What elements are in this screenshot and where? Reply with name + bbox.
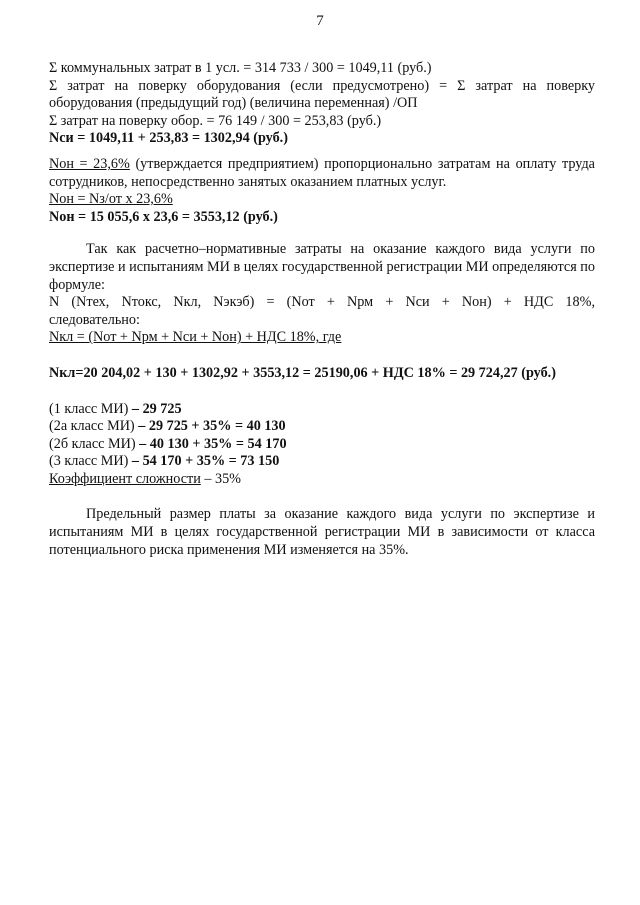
consequently-label: следовательно: bbox=[49, 311, 140, 328]
class-label: (2б класс МИ) bbox=[49, 435, 136, 452]
conclusion-paragraph: Предельный размер платы за оказание каждого вида услуги по экспертизе и испытаниям МИ в целях государственной регистрации МИ в зависимости от класса потенциального риска применения МИ изменяется на 35%. bbox=[49, 506, 595, 558]
coefficient-value: – 35% bbox=[200, 470, 241, 487]
class-value: – 54 170 + 35% = 73 150 bbox=[128, 453, 280, 470]
class-value: – 40 130 + 35% = 54 170 bbox=[135, 435, 287, 452]
non-result: Nон = 15 055,6 х 23,6 = 3553,12 (руб.) bbox=[49, 208, 278, 225]
class-label: (3 класс МИ) bbox=[49, 453, 129, 470]
spacer bbox=[49, 347, 595, 365]
communal-costs-line: Σ коммунальных затрат в 1 усл. = 314 733 / 300 = 1049,11 (руб.) bbox=[49, 60, 432, 76]
class-2b-price bbox=[49, 436, 595, 454]
spacer bbox=[49, 383, 595, 401]
general-formula: N (Nтех, Nтокс, Nкл, Nэкэб) = (Nот + Nрм + Nси + Nон) + НДС 18%, bbox=[49, 294, 595, 311]
equipment-verification-calc: Σ затрат на поверку обор. = 76 149 / 300 = 253,83 (руб.) bbox=[49, 112, 382, 129]
spacer bbox=[49, 488, 595, 506]
equipment-verification-formula: Σ затрат на поверку оборудования (если предусмотрено) = Σ затрат на поверку оборудования (предыдущий год) (величина переменная) /ОП bbox=[49, 77, 595, 112]
non-definition bbox=[49, 156, 595, 191]
coefficient-label: Коэффициент сложности bbox=[49, 470, 201, 487]
non-description: (утверждается предприятием) пропорционально затратам на оплату труда сотрудников, непосредственно занятых оказанием платных услуг. bbox=[49, 155, 595, 190]
nsi-result: Nси = 1049,11 + 253,83 = 1302,94 (руб.) bbox=[49, 130, 288, 147]
page-number: 7 bbox=[316, 13, 324, 29]
nkl-formula: Nкл = (Nот + Nрм + Nси + Nон) + НДС 18%, где bbox=[49, 329, 342, 346]
class-2a-price bbox=[49, 418, 595, 436]
class-3-price bbox=[49, 453, 595, 471]
nkl-result: Nкл=20 204,02 + 130 + 1302,92 + 3553,12 = 25190,06 + НДС 18% = 29 724,27 (руб.) bbox=[49, 364, 556, 381]
spacer bbox=[49, 226, 595, 241]
class-value: – 29 725 + 35% = 40 130 bbox=[134, 418, 286, 435]
spacer bbox=[49, 148, 595, 156]
class-value: – 29 725 bbox=[128, 400, 182, 417]
class-label: (1 класс МИ) bbox=[49, 400, 129, 417]
class-1-price bbox=[49, 401, 595, 419]
class-label: (2а класс МИ) bbox=[49, 418, 135, 435]
calculation-intro: Так как расчетно–нормативные затраты на оказание каждого вида услуги по экспертизе и испытаниям МИ в целях государственной регистрации МИ определяются по формуле: bbox=[49, 241, 595, 293]
non-value: Nон = 23,6% bbox=[49, 155, 130, 172]
complexity-coefficient bbox=[49, 471, 595, 489]
non-formula: Nон = Nз/от х 23,6% bbox=[49, 191, 173, 208]
document-body bbox=[49, 60, 595, 559]
